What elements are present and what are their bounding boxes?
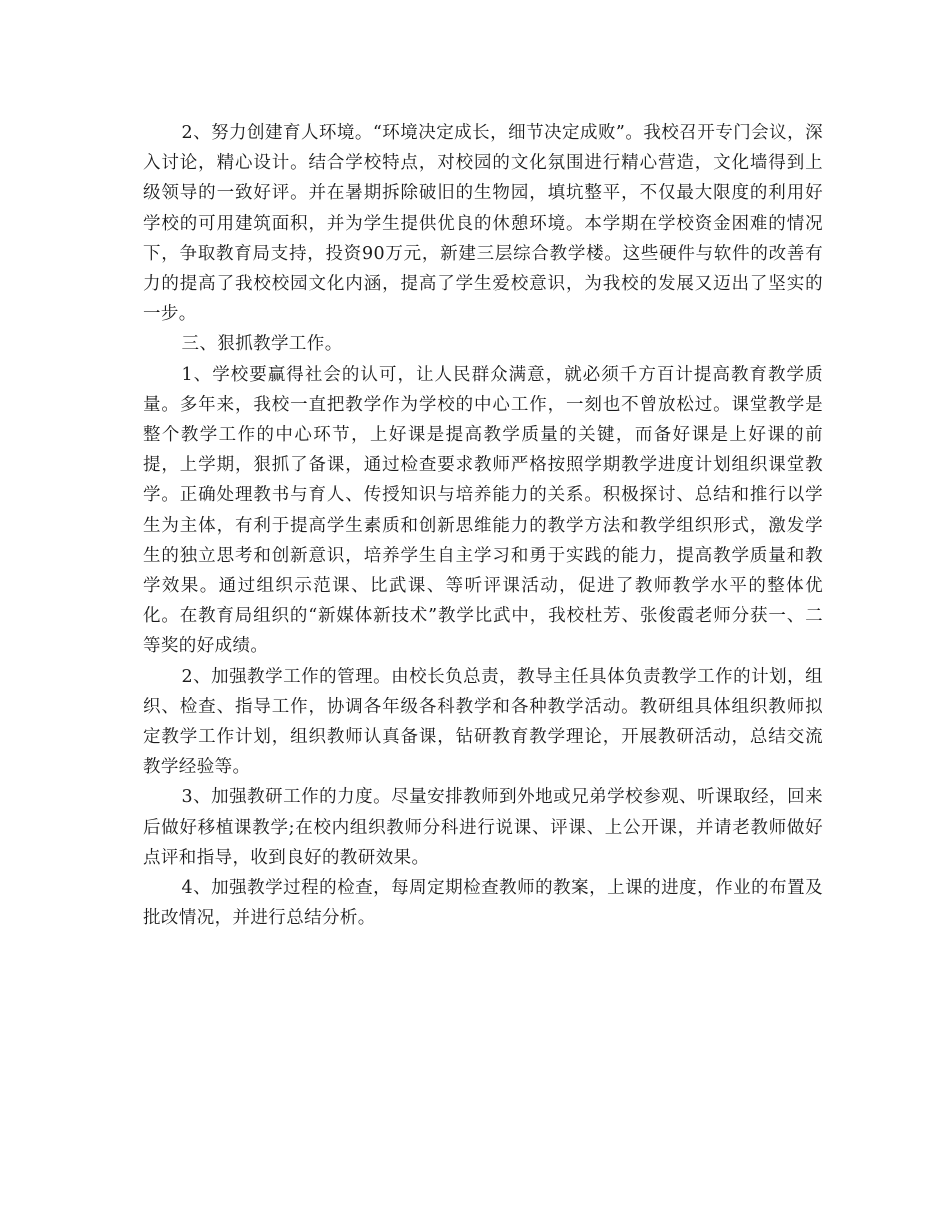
document-body (143, 118, 823, 933)
paragraph-teaching-management: 2、加强教学工作的管理。由校长负总责，教导主任具体负责教学工作的计划，组织、检查、指导工作，协调各年级各科教学和各种教学活动。教研组具体组织教师拟定教学工作计划，组织教师认真备课，钻研教育教学理论，开展教研活动，总结交流教学经验等。 (143, 666, 823, 778)
paragraph-learning-environment: 2、努力创建育人环境。“环境决定成长，细节决定成败”。我校召开专门会议，深入讨论，精心设计。结合学校特点，对校园的文化氛围进行精心营造，文化墙得到上级领导的一致好评。并在暑期拆除破旧的生物园，填坑整平，不仅最大限度的利用好学校的可用建筑面积，并为学生提供优良的休憩环境。本学期在学校资金困难的情况下，争取教育局支持，投资90万元，新建三层综合教学楼。这些硬件与软件的改善有力的提高了我校校园文化内涵，提高了学生爱校意识，为我校的发展又迈出了坚实的一步。 (143, 123, 823, 325)
paragraph-teaching-quality: 1、学校要赢得社会的认可，让人民群众满意，就必须千方百计提高教育教学质量。多年来，我校一直把教学作为学校的中心工作，一刻也不曾放松过。课堂教学是整个教学工作的中心环节，上好课是提高教学质量的关键，而备好课是上好课的前提，上学期，狠抓了备课，通过检查要求教师严格按照学期教学进度计划组织课堂教学。正确处理教书与育人、传授知识与培养能力的关系。积极探讨、总结和推行以学生为主体，有利于提高学生素质和创新思维能力的教学方法和教学组织形式，激发学生的独立思考和创新意识，培养学生自主学习和勇于实践的能力，提高教学质量和教学效果。通过组织示范课、比武课、等听评课活动，促进了教师教学水平的整体优化。在教育局组织的“新媒体新技术”教学比武中，我校杜芳、张俊霞老师分获一、二等奖的好成绩。 (143, 364, 823, 657)
paragraph-teaching-research: 3、加强教研工作的力度。尽量安排教师到外地或兄弟学校参观、听课取经，回来后做好移植课教学;在校内组织教师分科进行说课、评课、上公开课，并请老教师做好点评和指导，收到良好的教研效果。 (143, 787, 823, 868)
paragraph-teaching-inspection: 4、加强教学过程的检查，每周定期检查教师的教案，上课的进度，作业的布置及批改情况，并进行总结分析。 (143, 878, 823, 929)
section-heading-teaching-work: 三、狠抓教学工作。 (181, 334, 343, 355)
